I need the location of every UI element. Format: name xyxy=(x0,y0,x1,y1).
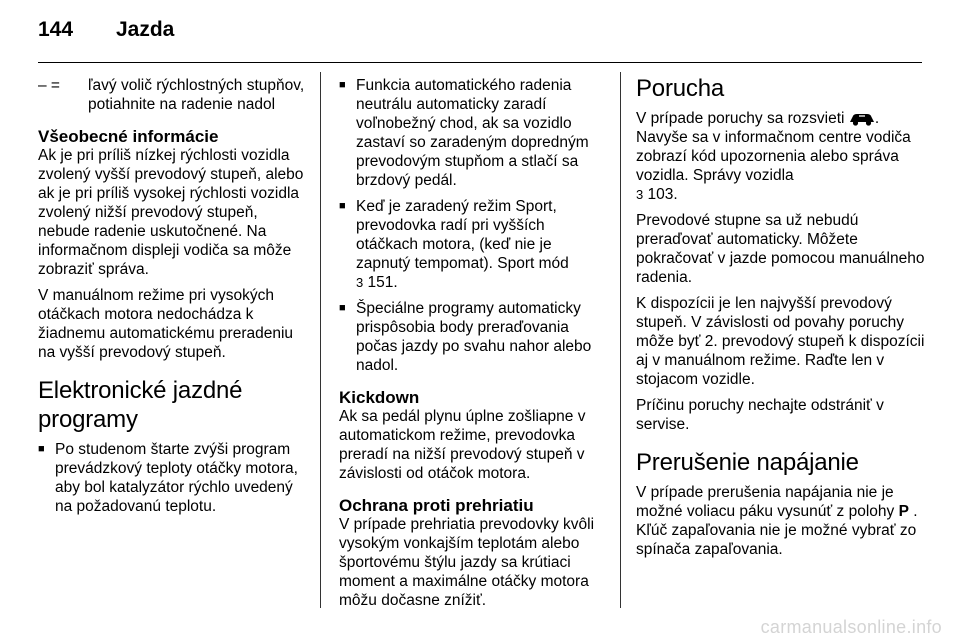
watermark: carmanualsonline.info xyxy=(760,617,942,637)
bullet-icon: ■ xyxy=(339,200,346,212)
section-title: Jazda xyxy=(116,18,175,41)
bullet-text: Funkcia automatického radenia neutrálu automaticky zaradí voľnobežný chod, ak sa vozidlo zastaví so zaradeným dopredným prevodovým stupňom a stlačí sa brzdový pedál. xyxy=(356,77,589,189)
column-2 xyxy=(339,76,605,617)
paragraph-general-2: V manuálnom režime pri vysokých otáčkach motora nedochádza k žiadnemu automatickému preradeniu na vyšší prevodový stupeň. xyxy=(38,287,294,361)
bullet-text xyxy=(356,197,605,292)
bullet-icon: ■ xyxy=(339,79,346,91)
page-reference-icon: 3 xyxy=(356,275,364,290)
power-text-b: . Kľúč zapaľovania nie je možné vybrať zo spínača zapaľovania. xyxy=(636,503,918,558)
page-number: 144 xyxy=(38,18,74,41)
list-item xyxy=(339,197,605,292)
column-3 xyxy=(636,76,926,566)
paragraph-fault-1 xyxy=(636,109,926,204)
bullet-icon: ■ xyxy=(38,443,45,455)
column-divider-2 xyxy=(620,72,621,608)
paragraph-fault-4: Príčinu poruchy nechajte odstrániť v servise. xyxy=(636,397,884,433)
list-item xyxy=(38,440,306,516)
list-item xyxy=(339,76,605,190)
shift-down-item xyxy=(38,76,306,114)
page-header xyxy=(38,18,174,52)
fault-text-b: . Navyše sa v informačnom centre vodiča zobrazí kód upozornenia alebo správa vozidla. Správy vozidla xyxy=(636,110,911,184)
paragraph-general-1: Ak je pri príliš nízkej rýchlosti vozidla zvolený vyšší prevodový stupeň, alebo ak je pri príliš vysokej rýchlosti vozidla zvolený nižší prevodový stupeň, nebude radenie uskutočnené. Na informačnom displeji vodiča sa môže zobraziť správa. xyxy=(38,147,304,278)
column-divider-1 xyxy=(320,72,321,608)
paragraph-overheat: V prípade prehriatia prevodovky kvôli vysokým vonkajším teplotám alebo športovému štýlu jazdy sa krútiaci moment a maximálne otáčky motora môžu dočasne znížiť. xyxy=(339,516,595,609)
paragraph-fault-3: K dispozícii je len najvyšší prevodový stupeň. V závislosti od povahy poruchy môže byť 2. prevodový stupeň k dispozícii aj v manuálnom režime. Raďte len v stojacom vozidle. xyxy=(636,295,925,388)
heading-electronic-programs: Elektronické jazdné programy xyxy=(38,377,243,433)
bullet-icon: ■ xyxy=(339,302,346,314)
header-divider xyxy=(38,62,922,63)
heading-overheat-protection: Ochrana proti prehriatiu xyxy=(339,496,534,515)
bullet-text: Špeciálne programy automaticky prispôsobia body preraďovania počas jazdy po svahu nahor alebo nadol. xyxy=(356,300,592,374)
page-reference-icon: 3 xyxy=(636,187,644,202)
heading-power-interruption: Prerušenie napájanie xyxy=(636,449,859,476)
list-item xyxy=(339,299,605,375)
shift-down-text: ľavý volič rýchlostných stupňov, potiahnite na radenie nadol xyxy=(88,77,305,113)
park-position-key: P xyxy=(898,503,909,520)
page-reference-link[interactable]: 151. xyxy=(367,274,398,291)
page-reference-link[interactable]: 103. xyxy=(647,186,678,203)
sport-mode-text: Keď je zaradený režim Sport, prevodovka radí pri vyšších otáčkach motora, (keď nie je zapnutý tempomat). Sport mód xyxy=(356,198,569,272)
power-text-a: V prípade prerušenia napájania nie je možné voliacu páku vysunúť z polohy xyxy=(636,484,895,520)
paragraph-power xyxy=(636,483,926,559)
column-1 xyxy=(38,76,306,523)
paragraph-fault-2: Prevodové stupne sa už nebudú preraďovať automaticky. Môžete pokračovať v jazde pomocou manuálneho radenia. xyxy=(636,212,925,286)
minus-equals-symbol: – = xyxy=(38,77,60,94)
heading-fault: Porucha xyxy=(636,75,724,102)
paragraph-kickdown: Ak sa pedál plynu úplne zošliapne v automatickom režime, prevodovka preradí na nižší prevodový stupeň v závislosti od otáčok motora. xyxy=(339,408,586,482)
fault-text-a: V prípade poruchy sa rozsvieti xyxy=(636,110,845,127)
bullet-text: Po studenom štarte zvýši program prevádzkový teploty otáčky motora, aby bol katalyzátor rýchlo uvedený na požadovanú teplotu. xyxy=(55,441,298,515)
heading-kickdown: Kickdown xyxy=(339,388,420,407)
transmission-fault-icon xyxy=(849,112,875,126)
heading-general-info: Všeobecné informácie xyxy=(38,127,219,146)
